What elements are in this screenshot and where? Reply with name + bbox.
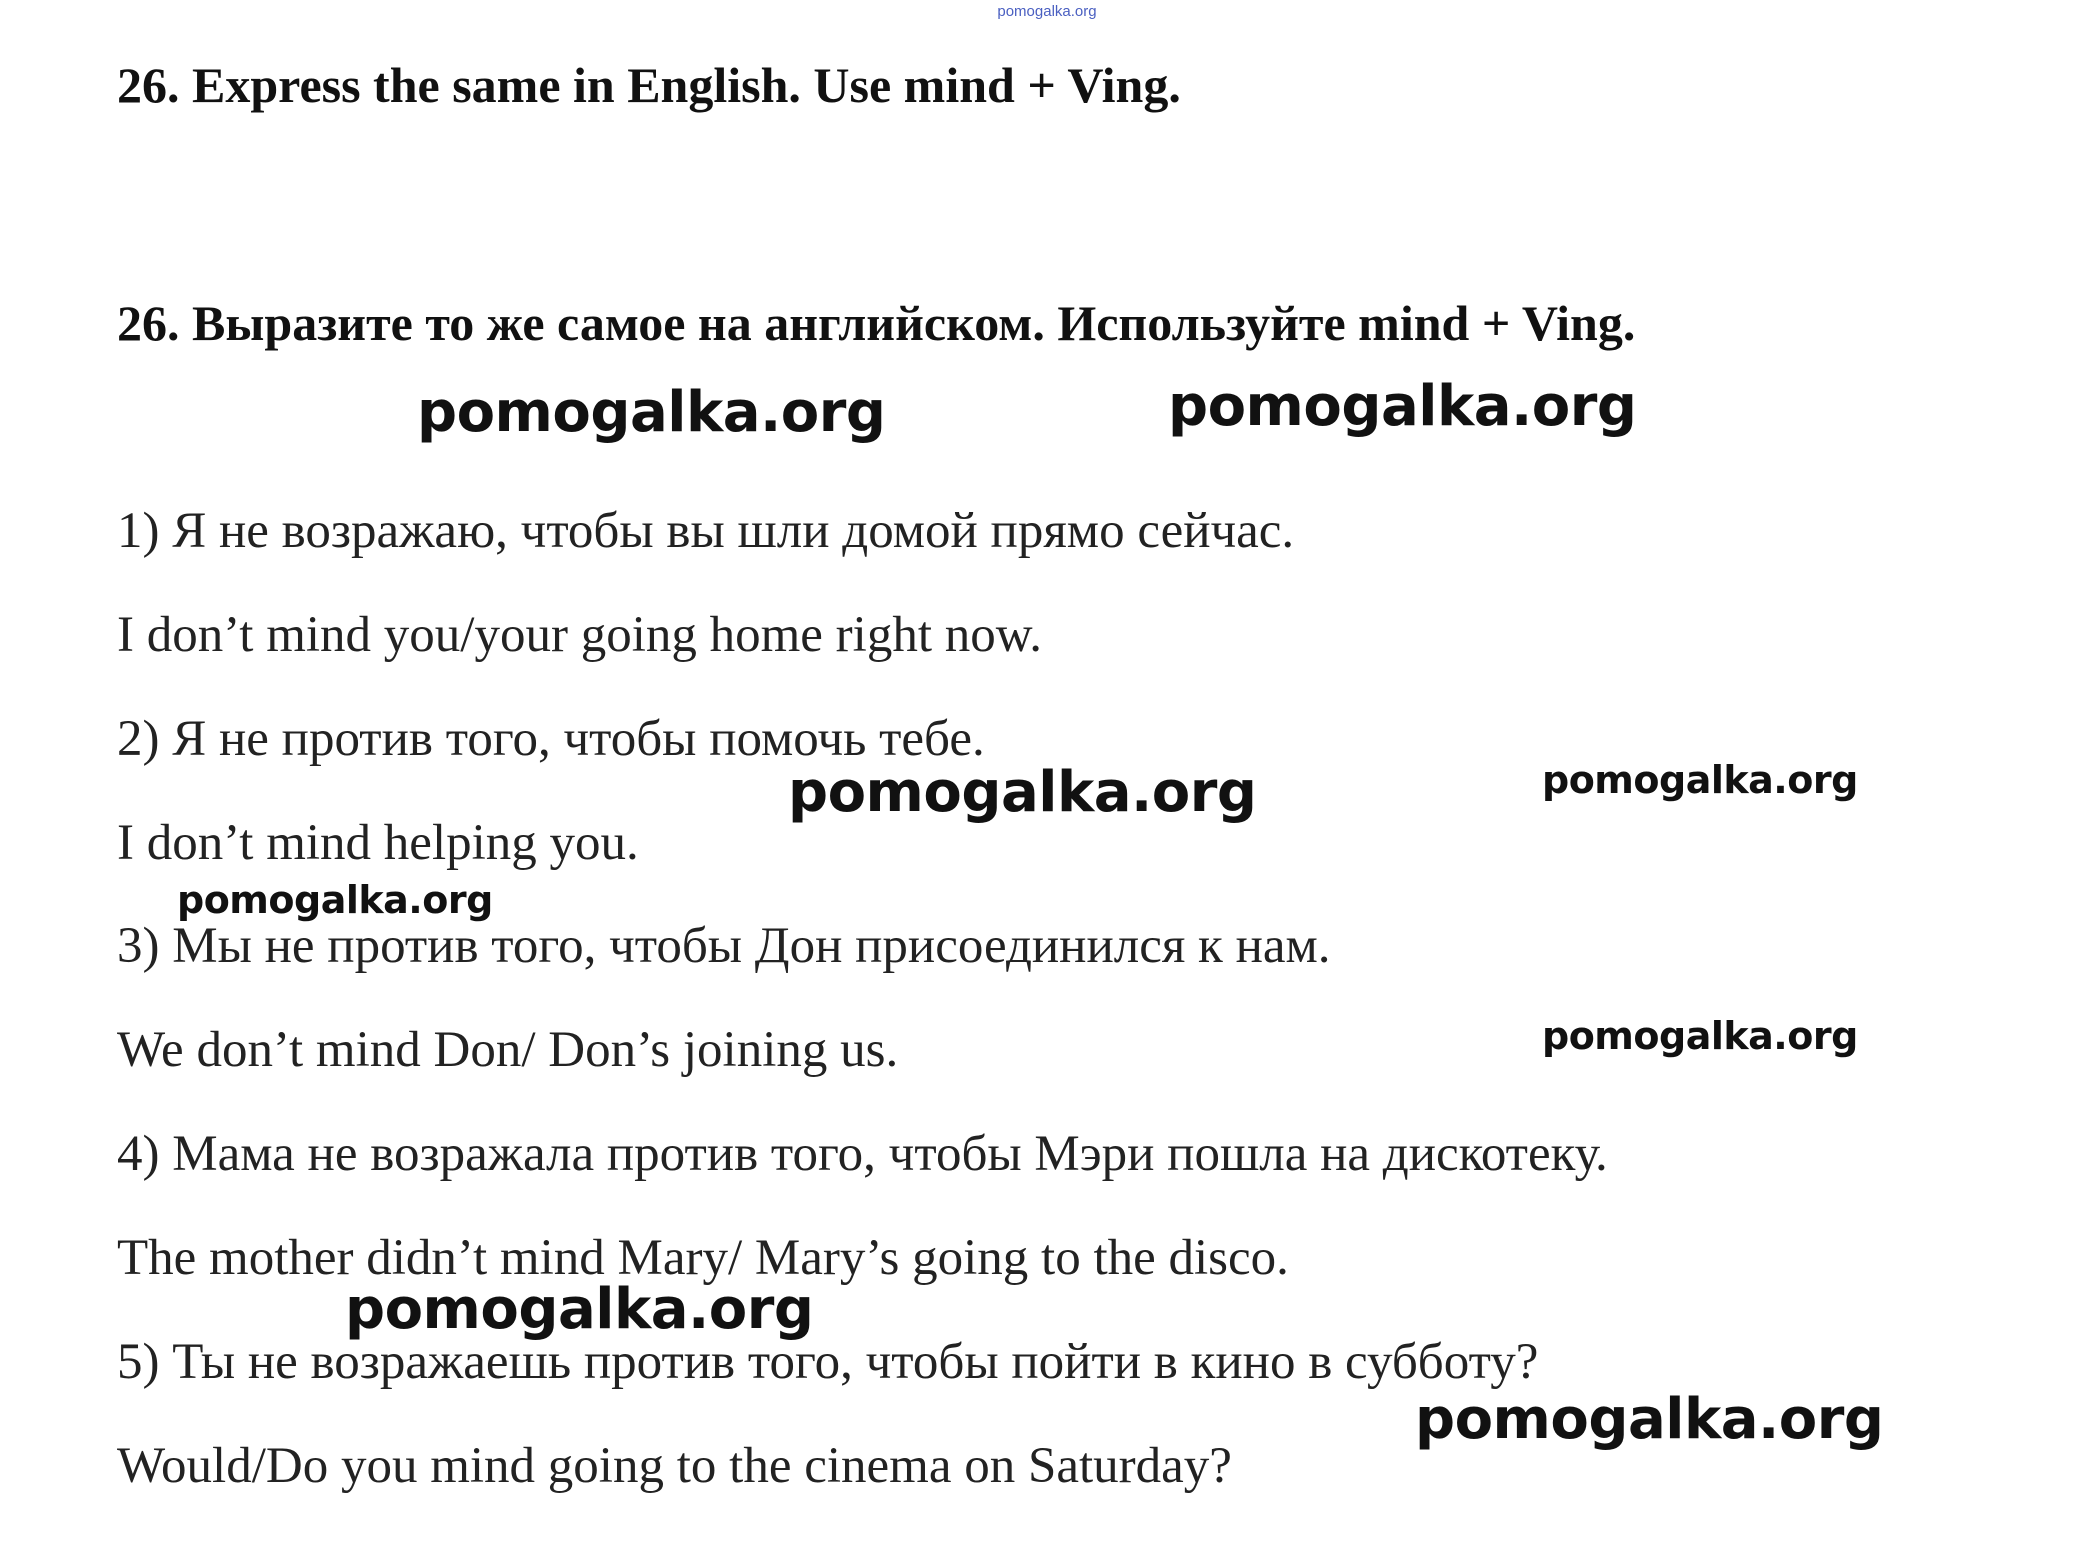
exercise-heading-english: 26. Express the same in English. Use mind + Ving.: [117, 57, 1181, 113]
item-5-russian: 5) Ты не возражаешь против того, чтобы пойти в кино в субботу?: [117, 1334, 1539, 1390]
item-4-russian: 4) Мама не возражала против того, чтобы Мэри пошла на дискотеку.: [117, 1126, 1608, 1182]
watermark: pomogalka.org: [1542, 758, 1858, 802]
watermark: pomogalka.org: [1542, 1014, 1858, 1058]
item-1-english: I don’t mind you/your going home right now.: [117, 607, 1043, 663]
top-watermark: pomogalka.org: [997, 3, 1097, 20]
item-4-english: The mother didn’t mind Mary/ Mary’s going to the disco.: [117, 1230, 1289, 1286]
watermark: pomogalka.org: [177, 878, 493, 922]
watermark: pomogalka.org: [1415, 1387, 1884, 1452]
watermark: pomogalka.org: [417, 380, 886, 445]
exercise-heading-russian: 26. Выразите то же самое на английском. Используйте mind + Ving.: [117, 295, 1636, 351]
item-2-russian: 2) Я не против того, чтобы помочь тебе.: [117, 711, 985, 767]
watermark: pomogalka.org: [1168, 374, 1637, 439]
item-2-english: I don’t mind helping you.: [117, 815, 639, 871]
watermark: pomogalka.org: [788, 760, 1257, 825]
item-5-english: Would/Do you mind going to the cinema on Saturday?: [117, 1438, 1232, 1494]
item-3-english: We don’t mind Don/ Don’s joining us.: [117, 1022, 899, 1078]
item-1-russian: 1) Я не возражаю, чтобы вы шли домой прямо сейчас.: [117, 503, 1295, 559]
watermark: pomogalka.org: [345, 1277, 814, 1342]
item-3-russian: 3) Мы не против того, чтобы Дон присоединился к нам.: [117, 918, 1331, 974]
